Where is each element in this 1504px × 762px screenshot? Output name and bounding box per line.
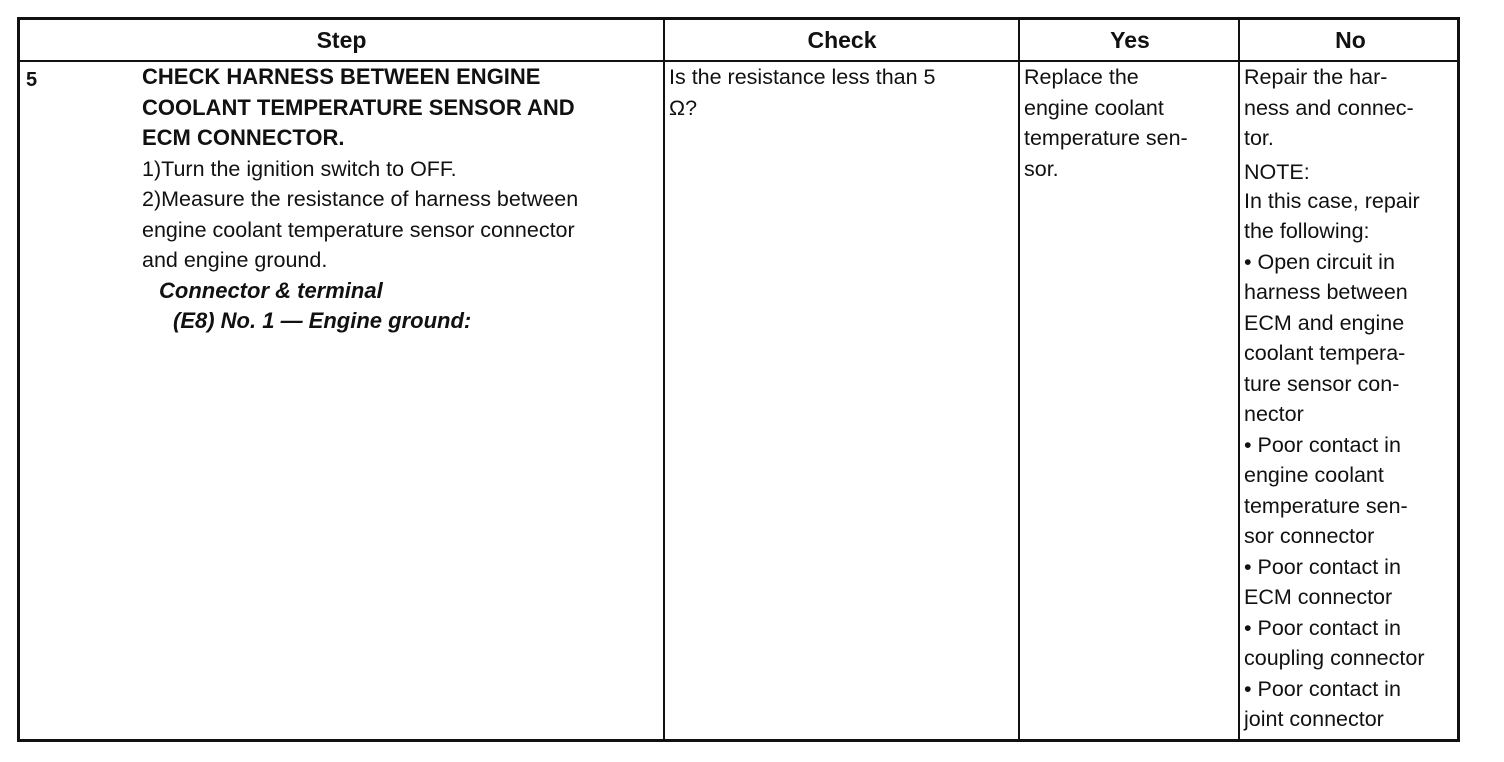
note-line: nector	[1244, 402, 1304, 426]
note-line: harness between	[1244, 280, 1408, 304]
note-line: coolant tempera-	[1244, 341, 1406, 365]
header-step: Step	[316, 27, 367, 53]
column-divider	[663, 20, 665, 739]
yes-cell	[1024, 62, 1234, 184]
note-line: ECM and engine	[1244, 310, 1405, 335]
note-line: coupling connector	[1244, 646, 1425, 670]
note-line: engine coolant	[1244, 463, 1384, 487]
step-title-line: COOLANT TEMPERATURE SENSOR AND	[142, 94, 575, 120]
yes-line: sor.	[1024, 156, 1059, 181]
check-line: Ω?	[669, 95, 698, 120]
note-label: NOTE:	[1244, 159, 1310, 184]
step-title-line: ECM CONNECTOR.	[142, 125, 345, 150]
note-line: ture sensor con-	[1244, 371, 1400, 396]
check-cell	[669, 62, 1014, 123]
diagnostic-table	[17, 17, 1460, 742]
instruction-line: 1)Turn the ignition switch to OFF.	[142, 156, 457, 181]
connector-spec: (E8) No. 1 — Engine ground:	[173, 308, 472, 333]
yes-line: Replace the	[1024, 65, 1139, 89]
connector-label: Connector & terminal	[159, 277, 383, 303]
header-no: No	[1335, 27, 1366, 53]
note-line: ECM connector	[1244, 585, 1393, 609]
note-line: • Open circuit in	[1244, 249, 1395, 274]
check-line: Is the resistance less than 5	[669, 65, 936, 89]
step-cell	[142, 62, 657, 337]
no-cell	[1244, 62, 1460, 735]
instruction-line: and engine ground.	[142, 248, 328, 272]
note-line: • Poor contact in	[1244, 676, 1401, 701]
note-list	[1244, 186, 1460, 735]
step-instructions	[142, 154, 657, 276]
instruction-line: engine coolant temperature sensor connector	[142, 217, 575, 242]
note-line: sor connector	[1244, 524, 1375, 548]
note-line: joint connector	[1244, 707, 1384, 731]
no-line: Repair the har-	[1244, 65, 1388, 89]
note-line: temperature sen-	[1244, 493, 1408, 518]
column-divider	[1018, 20, 1020, 739]
note-line: • Poor contact in	[1244, 615, 1401, 640]
note-line: • Poor contact in	[1244, 432, 1401, 457]
header-check: Check	[807, 27, 877, 53]
table-header-row	[20, 20, 1457, 62]
yes-line: temperature sen-	[1024, 126, 1188, 150]
header-yes: Yes	[1110, 27, 1150, 53]
step-title	[142, 62, 657, 154]
column-divider	[1238, 20, 1240, 739]
note-line: the following:	[1244, 219, 1370, 243]
step-title-line: CHECK HARNESS BETWEEN ENGINE	[142, 64, 541, 89]
step-number: 5	[26, 69, 38, 91]
yes-line: engine coolant	[1024, 95, 1164, 120]
instruction-line: 2)Measure the resistance of harness between	[142, 187, 579, 211]
no-line: ness and connec-	[1244, 95, 1414, 120]
note-line: In this case, repair	[1244, 188, 1420, 213]
note-line: • Poor contact in	[1244, 554, 1401, 579]
no-line: tor.	[1244, 126, 1274, 150]
